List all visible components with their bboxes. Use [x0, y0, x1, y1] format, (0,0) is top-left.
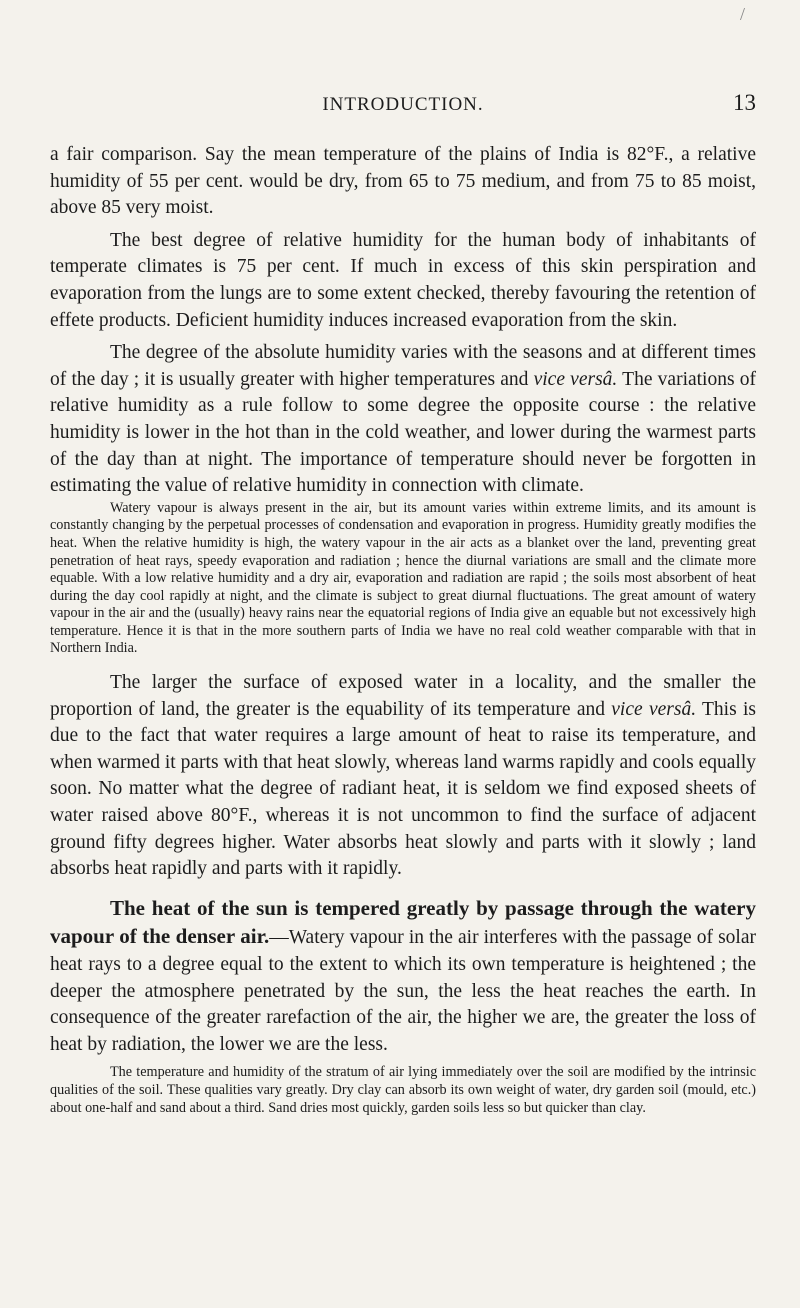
paragraph-sun-heat [50, 895, 756, 1059]
text-span: The variations of relative humidity as a rule follow to some degree the opposite course : the relative humidity is lower in the hot than in the cold weather, and lower during the warmest parts of the day than at night. The importance of temperature should never be forgotten in estimating the value of relative humidity in connection with climate. [50, 368, 756, 497]
italic-phrase: vice versâ. [611, 698, 697, 720]
italic-phrase: vice versâ. [533, 368, 618, 390]
corner-mark: / [740, 4, 746, 24]
text-span: This is due to the fact that water requires a large amount of heat to raise its temperature, and when warmed it parts with that heat slowly, whereas land warms rapidly and cools equally soon. No matter what the degree of radiant heat, it is seldom we find exposed sheets of water raised above 80°F., whereas it is not uncommon to find the surface of adjacent ground fifty degrees higher. Water absorbs heat slowly and parts with it slowly ; land absorbs heat rapidly and parts with it rapidly. [50, 698, 756, 880]
page-number: 13 [733, 90, 756, 115]
page-header [50, 90, 756, 120]
note-watery-vapour: Watery vapour is always present in the air, but its amount varies within extreme limits, and its amount is constantly changing by the perpetual processes of condensation and evaporation in progress. Humidity greatly modifies the heat. When the relative humidity is high, the watery vapour in the air acts as a blanket over the land, preventing great penetration of heat rays, speedy evaporation and radiation ; hence the diurnal variations are small and the climate more equable. With a low relative humidity and a dry air, evaporation and radiation are rapid ; the soils most absorbent of heat during the day cool rapidly at night, and the climate is subject to great diurnal fluctuations. The great amount of watery vapour in the air and the (usually) heavy rains near the equatorial regions of India give an equable but not excessively high temperature. Hence it is that in the more southern parts of India we have no real cold weather comparable with that in Northern India. [50, 499, 756, 657]
paragraph-absolute-humidity [50, 340, 756, 500]
paragraph-continuation: a fair comparison. Say the mean temperature of the plains of India is 82°F., a relative humidity of 55 per cent. would be dry, from 65 to 75 medium, and from 75 to 85 moist, above 85 very moist. [50, 144, 756, 219]
note-soil-temperature: The temperature and humidity of the stratum of air lying immediately over the soil are modified by the intrinsic qualities of the soil. These qualities vary greatly. Dry clay can absorb its own weight of water, dry garden soil (mould, etc.) about one-half and sand about a third. Sand dries most quickly, garden soils less so but quicker than clay. [50, 1064, 756, 1116]
text-span: The degree of the absolute humidity varies with the seasons and at different times of the day ; it is usually greater with higher temperatures and [50, 342, 756, 390]
paragraph-relative-humidity: The best degree of relative humidity for the human body of inhabitants of temperate climates is 75 per cent. If much in excess of this skin perspiration and evaporation from the lungs are to some extent checked, thereby favouring the retention of effete products. Deficient humidity induces increased evaporation from the skin. [50, 229, 756, 331]
running-head: INTRODUCTION. [322, 94, 484, 115]
text-span: The larger the surface of exposed water in a locality, and the smaller the proportion of land, the greater is the equability of its temperature and [50, 672, 756, 720]
page-body [50, 142, 756, 1117]
paragraph-exposed-water [50, 670, 756, 883]
bold-heading: The heat of the sun is tempered greatly by passage through the watery vapour of the denser air. [50, 895, 756, 949]
text-span: —Watery vapour in the air interferes with the passage of solar heat rays to a degree equal to the extent to which its own temperature is heightened ; the deeper the atmosphere penetrated by the sun, the less the heat reaches the earth. In consequence of the greater rarefaction of the air, the higher we are, the greater the loss of heat by radiation, the lower we are the less. [50, 927, 756, 1055]
